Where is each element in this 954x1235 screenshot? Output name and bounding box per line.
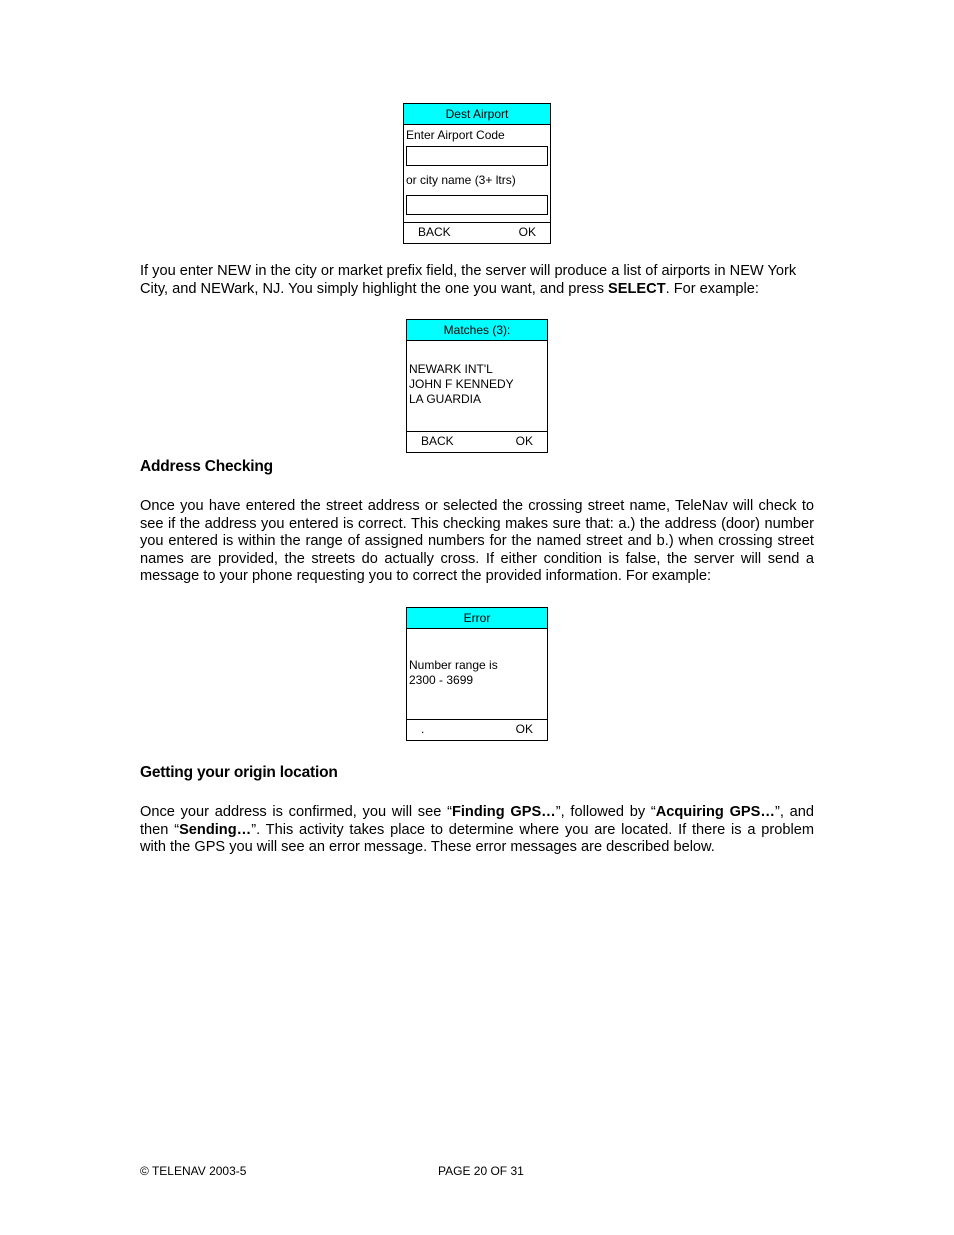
city-name-input[interactable] — [406, 195, 548, 215]
city-name-label: or city name (3+ ltrs) — [406, 173, 516, 187]
screen-title: Matches (3): — [407, 320, 547, 341]
airport-code-input[interactable] — [406, 146, 548, 166]
list-item[interactable]: LA GUARDIA — [409, 392, 482, 406]
finding-gps-keyword: Finding GPS… — [451, 804, 556, 820]
error-line: 2300 - 3699 — [409, 673, 474, 687]
list-item[interactable]: NEWARK INT'L — [409, 362, 493, 376]
airport-code-label: Enter Airport Code — [406, 128, 505, 142]
origin-location-paragraph — [140, 804, 814, 857]
paragraph-text: ”, and then “ — [140, 804, 815, 838]
error-message — [409, 658, 498, 688]
airport-prefix-paragraph — [140, 263, 814, 298]
matches-list — [409, 362, 514, 407]
origin-location-heading: Getting your origin location — [140, 764, 338, 781]
address-checking-heading: Address Checking — [140, 458, 273, 475]
back-softkey[interactable]: BACK — [421, 434, 454, 448]
list-item[interactable]: JOHN F KENNEDY — [409, 377, 514, 391]
paragraph-text: If you enter NEW in the city or market prefix field, the server will produce a list of airports in NEW York City, and NEWark, NJ. You simply highlight the one you want, and press — [140, 263, 797, 297]
screen-title: Dest Airport — [404, 104, 550, 125]
paragraph-text: ”, followed by “ — [555, 804, 656, 820]
ok-softkey[interactable]: OK — [518, 225, 536, 239]
softkey-bar — [407, 719, 547, 740]
screen-title: Error — [407, 608, 547, 629]
back-softkey[interactable]: BACK — [418, 225, 451, 239]
paragraph-text: . For example: — [665, 280, 759, 297]
sending-keyword: Sending… — [179, 821, 252, 838]
acquiring-gps-keyword: Acquiring GPS… — [655, 804, 775, 820]
paragraph-text: ”. This activity takes place to determine where you are located. If there is a problem with the GPS you will see an error message. These error messages are described below. — [140, 821, 814, 856]
footer-page-number: PAGE 20 OF 31 — [438, 1164, 524, 1178]
ok-softkey[interactable]: OK — [515, 722, 533, 736]
matches-screen — [406, 319, 548, 453]
softkey-bar — [404, 222, 550, 243]
select-keyword: SELECT — [608, 280, 666, 297]
ok-softkey[interactable]: OK — [515, 434, 533, 448]
paragraph-text: Once your address is confirmed, you will see “ — [140, 804, 452, 820]
error-line: Number range is — [409, 658, 498, 672]
softkey-bar — [407, 431, 547, 452]
address-checking-paragraph: Once you have entered the street address or selected the crossing street name, TeleNav will check to see if the address you entered is correct. This checking makes sure that: a.) the address (door) number you entered is within the range of assigned numbers for the named street and b.) when crossing street names are provided, the streets do actually cross. If either condition is false, the server will send a message to your phone requesting you to correct the provided information. For example: — [140, 498, 814, 585]
dest-airport-screen — [403, 103, 551, 244]
left-softkey[interactable]: . — [421, 722, 425, 736]
error-screen — [406, 607, 548, 741]
footer-copyright: © TELENAV 2003-5 — [140, 1164, 247, 1178]
